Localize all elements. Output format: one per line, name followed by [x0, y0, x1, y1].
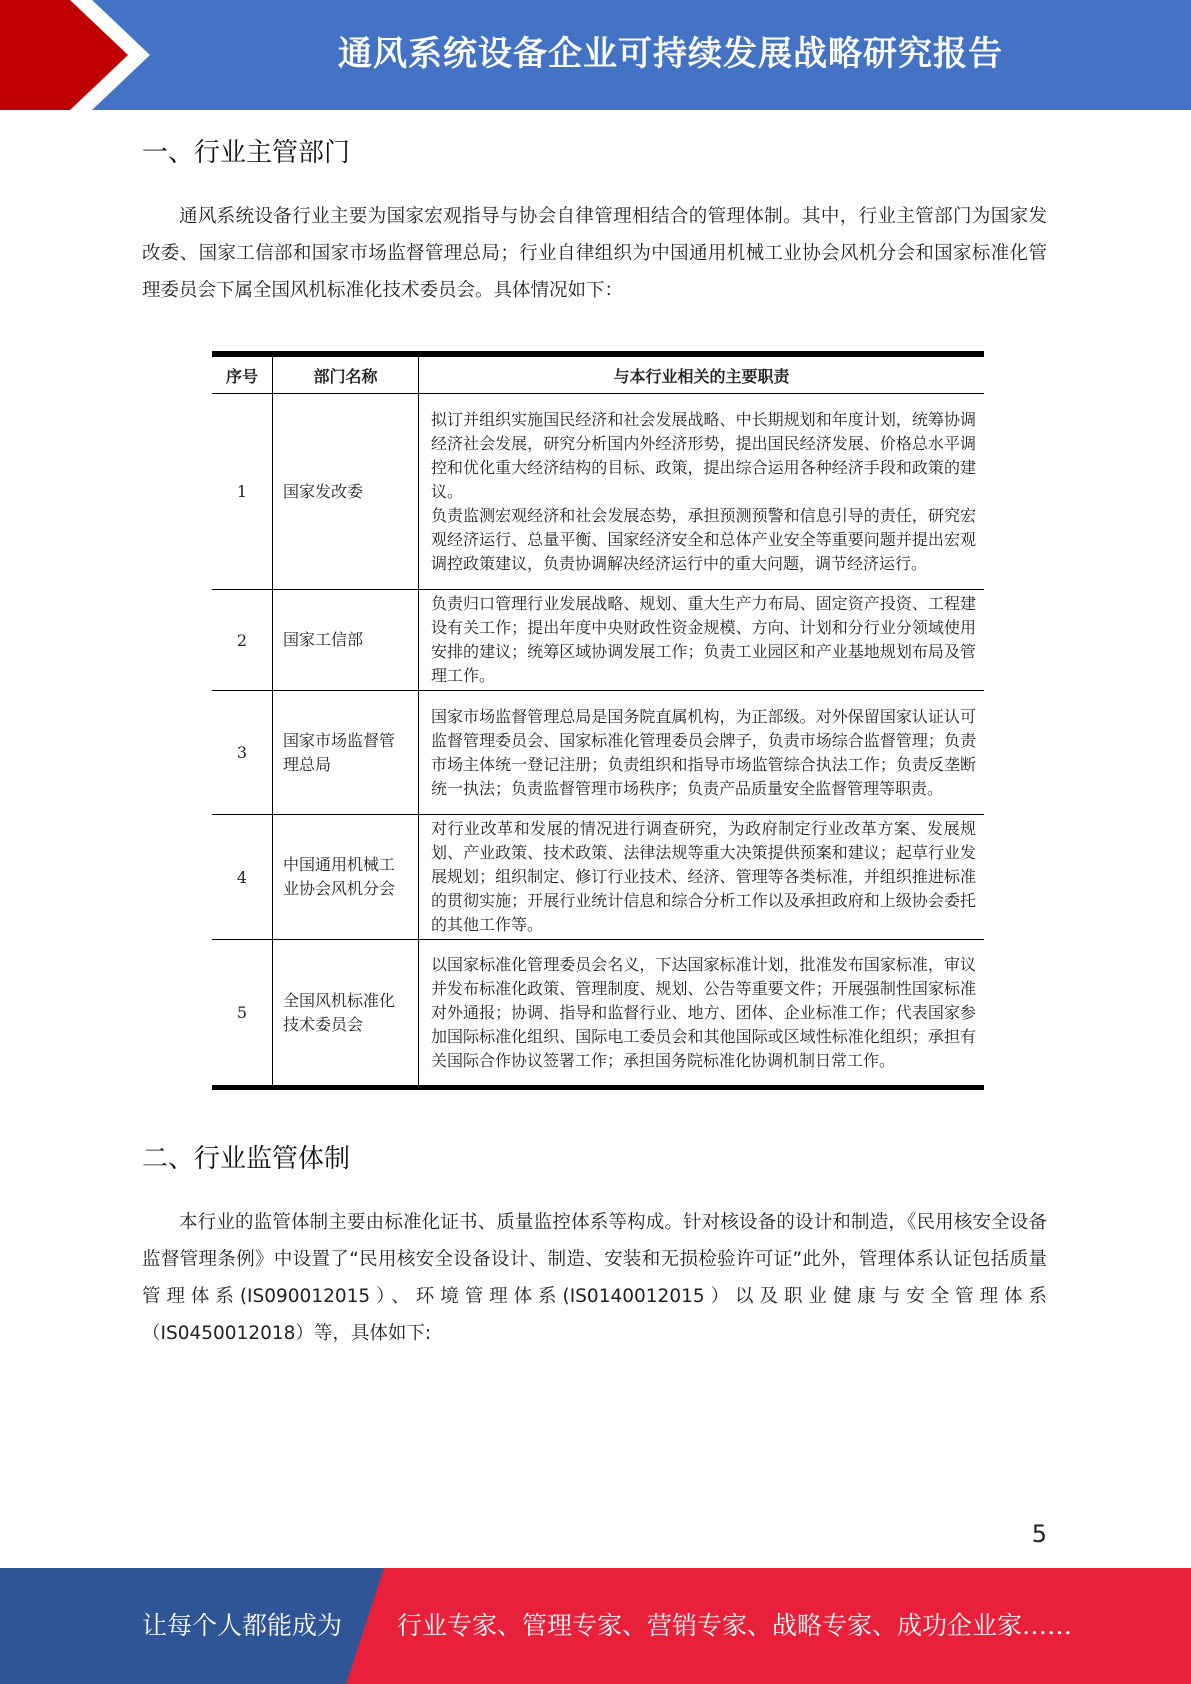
table-header-row	[212, 354, 984, 394]
footer-banner	[0, 1568, 1191, 1684]
duty-paragraph: 对行业改革和发展的情况进行调查研究，为政府制定行业改革方案、发展规划、产业政策、技术政策、法律法规等重大决策提供预案和建议；起草行业发展规划；组织制定、修订行业技术、经济、管理等各类标准，并组织推进标准的贯彻实施；开展行业统计信息和综合分析工作以及承担政府和上级协会委托的其他工作等。	[431, 819, 976, 934]
duty-paragraph: 以国家标准化管理委员会名义，下达国家标准计划，批准发布国家标准，审议并发布标准化政策、管理制度、规划、公告等重要文件；开展强制性国家标准对外通报；协调、指导和监督行业、地方、团体、企业标准工作；代表国家参加国际标准化组织、国际电工委员会和其他国际或区域性标准化组织；承担有关国际合作协议签署工作；承担国务院标准化协调机制日常工作。	[431, 954, 976, 1070]
duty-paragraph: 国家市场监督管理总局是国务院直属机构，为正部级。对外保留国家认证认可监督管理委员会、国家标准化管理委员会牌子，负责市场综合监督管理；负责市场主体统一登记注册；负责组织和指导市场监管综合执法工作；负责反垄断统一执法；负责监督管理市场秩序；负责产品质量安全监督管理等职责。	[431, 706, 976, 798]
table-row	[212, 590, 984, 691]
section-paragraph-2: 本行业的监管体制主要由标准化证书、质量监控体系等构成。针对核设备的设计和制造，《民用核安全设备监督管理条例》中设置了“民用核安全设备设计、制造、安装和无损检验许可证”此外，管理体系认证包括质量管理体系(IS090012015）、环境管理体系(IS0140012015）以及职业健康与安全管理体系（IS0450012018）等，具体如下:	[142, 1212, 1047, 1344]
table-header-cell: 序号	[212, 354, 273, 394]
document-title: 通风系统设备企业可持续发展战略研究报告	[338, 34, 1003, 74]
section-heading-1: 一、行业主管部门	[142, 138, 351, 168]
department-duties	[419, 940, 985, 1088]
row-number: 3	[212, 691, 273, 815]
department-name: 中国通用机械工业协会风机分会	[273, 815, 419, 940]
duty-paragraph: 拟订并组织实施国民经济和社会发展战略、中长期规划和年度计划，统筹协调经济社会发展，研究分析国内外经济形势，提出国民经济发展、价格总水平调控和优化重大经济结构的目标、政策，提出综合运用各种经济手段和政策的建议。	[431, 409, 976, 501]
duty-paragraph: 负责监测宏观经济和社会发展态势，承担预测预警和信息引导的责任，研究宏观经济运行、总量平衡、国家经济安全和总体产业安全等重要问题并提出宏观调控政策建议，负责协调解决经济运行中的重大问题，调节经济运行。	[431, 505, 976, 573]
department-duties	[419, 691, 985, 815]
table-row	[212, 940, 984, 1088]
department-duty-table	[212, 351, 984, 1090]
header-banner	[0, 0, 1191, 110]
table-header-cell: 部门名称	[273, 354, 419, 394]
department-name: 国家工信部	[273, 590, 419, 691]
page-number: 5	[1031, 1520, 1047, 1548]
department-duties	[419, 815, 985, 940]
footer-slogan-right: 行业专家、管理专家、营销专家、战略专家、成功企业家……	[397, 1611, 1073, 1640]
row-number: 5	[212, 940, 273, 1088]
row-number: 2	[212, 590, 273, 691]
table-row	[212, 815, 984, 940]
department-name: 国家市场监督管理总局	[273, 691, 419, 815]
section-paragraph-1: 通风系统设备行业主要为国家宏观指导与协会自律管理相结合的管理体制。其中，行业主管部门为国家发改委、国家工信部和国家市场监督管理总局；行业自律组织为中国通用机械工业协会风机分会和国家标准化管理委员会下属全国风机标准化技术委员会。具体情况如下：	[142, 206, 1047, 301]
footer-slogan-left: 让每个人都能成为	[142, 1611, 343, 1640]
department-name: 全国风机标准化技术委员会	[273, 940, 419, 1088]
table-row	[212, 394, 984, 590]
department-duties	[419, 590, 985, 691]
row-number: 1	[212, 394, 273, 590]
department-duties	[419, 394, 985, 590]
table-row	[212, 691, 984, 815]
section-heading-2: 二、行业监管体制	[142, 1144, 351, 1174]
duty-paragraph: 负责归口管理行业发展战略、规划、重大生产力布局、固定资产投资、工程建设有关工作；提出年度中央财政性资金规模、方向、计划和分行业分领域使用安排的建议；统筹区域协调发展工作；负责工业园区和产业基地规划布局及管理工作。	[431, 594, 976, 685]
table-header-cell: 与本行业相关的主要职责	[419, 354, 985, 394]
department-name: 国家发改委	[273, 394, 419, 590]
row-number: 4	[212, 815, 273, 940]
